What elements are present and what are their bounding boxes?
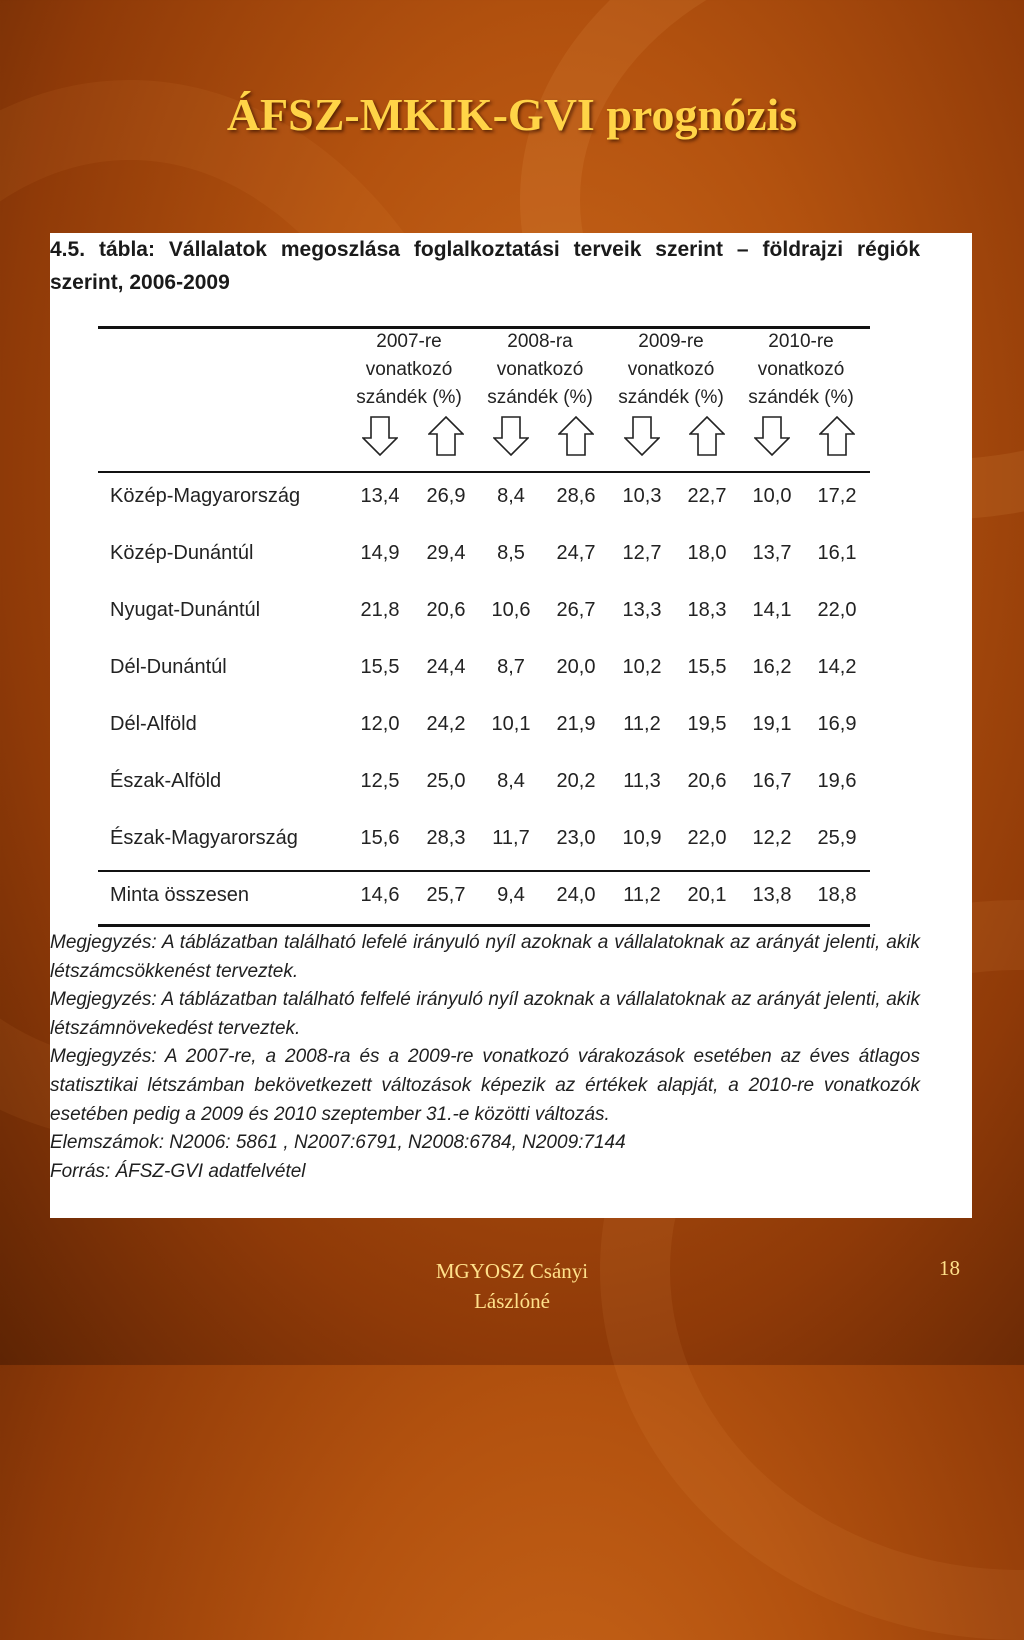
total-cell: 18,8: [817, 884, 857, 906]
table-cell: 16,9: [817, 713, 857, 735]
table-cell: 25,0: [426, 770, 466, 792]
table-cell: 19,5: [687, 713, 727, 735]
column-group-header-line: szándék (%): [748, 387, 854, 408]
table-row: [98, 650, 870, 690]
table-cell: 23,0: [556, 827, 596, 849]
table-cell: 16,7: [752, 770, 792, 792]
note-line: Elemszámok: N2006: 5861 , N2007:6791, N2008:6784, N2009:7144: [50, 1132, 626, 1154]
column-group-header-line: szándék (%): [618, 387, 724, 408]
region-label: Közép-Dunántúl: [110, 542, 254, 564]
total-cell: 25,7: [426, 884, 466, 906]
table-cell: 19,1: [752, 713, 792, 735]
table-cell: 28,6: [556, 485, 596, 507]
table-cell: 20,6: [426, 599, 466, 621]
table-bottom-rule: [98, 924, 870, 927]
arrow-down-icon: [754, 416, 790, 456]
table-cell: 14,2: [817, 656, 857, 678]
arrow-up-icon: [689, 416, 725, 456]
table-cell: 18,0: [687, 542, 727, 564]
footer-author-line2: Lászlóné: [474, 1289, 550, 1313]
table-cell: 20,2: [556, 770, 596, 792]
table-cell: 10,1: [491, 713, 531, 735]
table-cell: 10,9: [622, 827, 662, 849]
region-label: Dél-Alföld: [110, 713, 197, 735]
table-cell: 10,6: [491, 599, 531, 621]
column-group-header-line: 2009-re: [638, 331, 704, 352]
table-cell: 22,7: [687, 485, 727, 507]
table-cell: 19,6: [817, 770, 857, 792]
table-cell: 11,2: [623, 713, 661, 735]
page-number: 18: [939, 1256, 960, 1280]
table-cell: 13,7: [752, 542, 792, 564]
arrow-down-icon: [624, 416, 660, 456]
column-group-header-line: 2010-re: [768, 331, 834, 352]
table-row: [98, 536, 870, 576]
table-cell: 13,4: [360, 485, 400, 507]
column-group-header: [736, 328, 866, 412]
table-cell: 10,0: [752, 485, 792, 507]
table-cell: 17,2: [817, 485, 857, 507]
region-label: Észak-Alföld: [110, 770, 222, 792]
column-group-header-line: vonatkozó: [496, 359, 584, 380]
header-rule: [98, 471, 870, 473]
table-row: [98, 707, 870, 747]
total-cell: 11,2: [623, 884, 661, 906]
total-cell: 24,0: [556, 884, 596, 906]
table-cell: 8,4: [497, 485, 525, 507]
column-group-header: [606, 328, 736, 412]
note-line: Megjegyzés: A 2007-re, a 2008-ra és a 2009-re vonatkozó várakozások esetében az éves átlagos statisztikai létszámban bekövetkezett változások képezik az értékek alapját, a 2010-re vonatkozók esetében pedig a 2009 és 2010 szeptember 31.-e közötti változás.: [50, 1046, 920, 1125]
table-cell: 22,0: [817, 599, 857, 621]
table-image-panel: [50, 233, 972, 1218]
table-cell: 28,3: [426, 827, 466, 849]
region-label: Nyugat-Dunántúl: [110, 599, 261, 621]
arrow-up-icon: [819, 416, 855, 456]
table-cell: 20,6: [687, 770, 727, 792]
table-cell: 20,0: [556, 656, 596, 678]
total-cell: 14,6: [360, 884, 400, 906]
table-notes: [50, 929, 920, 1186]
table-cell: 11,3: [623, 770, 661, 792]
table-cell: 14,9: [360, 542, 400, 564]
arrow-down-icon: [362, 416, 398, 456]
region-label: Dél-Dunántúl: [110, 656, 227, 678]
footer-author: [362, 1256, 662, 1316]
table-row: [98, 479, 870, 519]
column-group-header: [344, 328, 474, 412]
table-cell: 29,4: [426, 542, 466, 564]
column-group-header-line: szándék (%): [356, 387, 462, 408]
table-cell: 12,7: [622, 542, 662, 564]
total-cell: 13,8: [752, 884, 792, 906]
arrow-up-icon: [558, 416, 594, 456]
region-label: Közép-Magyarország: [110, 485, 301, 507]
table-cell: 8,7: [497, 656, 525, 678]
table-row: [98, 764, 870, 804]
note-line: Megjegyzés: A táblázatban található felfelé irányuló nyíl azoknak a vállalatoknak az arányát jelenti, akik létszámnövekedést terveztek.: [50, 989, 920, 1039]
table-cell: 8,5: [497, 542, 525, 564]
column-group-header-line: 2007-re: [376, 331, 442, 352]
table-cell: 15,6: [360, 827, 400, 849]
table-cell: 22,0: [687, 827, 727, 849]
table-row: [98, 593, 870, 633]
table-cell: 15,5: [360, 656, 400, 678]
column-group-header-line: szándék (%): [487, 387, 593, 408]
table-cell: 18,3: [687, 599, 727, 621]
table-caption: 4.5. tábla: Vállalatok megoszlása foglalkoztatási terveik szerint – földrajzi régiók szerint, 2006-2009: [50, 238, 920, 294]
table-cell: 15,5: [687, 656, 727, 678]
table-cell: 24,7: [556, 542, 596, 564]
column-group-header-line: 2008-ra: [507, 331, 573, 352]
note-line: Megjegyzés: A táblázatban található lefelé irányuló nyíl azoknak a vállalatoknak az arányát jelenti, akik létszámcsökkenést terveztek.: [50, 932, 920, 982]
region-label: Észak-Magyarország: [110, 827, 298, 849]
note-line: Forrás: ÁFSZ-GVI adatfelvétel: [50, 1160, 306, 1182]
table-cell: 11,7: [492, 827, 530, 849]
table-cell: 26,9: [426, 485, 466, 507]
table-cell: 8,4: [497, 770, 525, 792]
table-cell: 14,1: [752, 599, 792, 621]
table-cell: 10,2: [622, 656, 662, 678]
column-group-header: [475, 328, 605, 412]
total-cell: 20,1: [687, 884, 727, 906]
table-cell: 10,3: [622, 485, 662, 507]
table-cell: 24,4: [426, 656, 466, 678]
table-row: [98, 821, 870, 861]
footer-author-line1: MGYOSZ Csányi: [435, 1259, 589, 1283]
table-cell: 16,1: [817, 542, 857, 564]
total-row: [98, 878, 870, 918]
arrow-down-icon: [493, 416, 529, 456]
slide-title: ÁFSZ-MKIK-GVI prognózis: [226, 89, 798, 140]
column-group-header-line: vonatkozó: [365, 359, 453, 380]
table-cell: 21,8: [360, 599, 400, 621]
table-cell: 12,5: [360, 770, 400, 792]
table-cell: 12,2: [752, 827, 792, 849]
table-cell: 26,7: [556, 599, 596, 621]
total-cell: 9,4: [497, 884, 525, 906]
total-label: Minta összesen: [110, 884, 249, 906]
column-group-header-line: vonatkozó: [757, 359, 845, 380]
total-rule: [98, 870, 870, 872]
table-cell: 24,2: [426, 713, 466, 735]
table-cell: 21,9: [556, 713, 596, 735]
table-cell: 16,2: [752, 656, 792, 678]
table-cell: 25,9: [817, 827, 857, 849]
arrow-up-icon: [428, 416, 464, 456]
column-group-header-line: vonatkozó: [627, 359, 715, 380]
table-cell: 13,3: [622, 599, 662, 621]
table-cell: 12,0: [360, 713, 400, 735]
